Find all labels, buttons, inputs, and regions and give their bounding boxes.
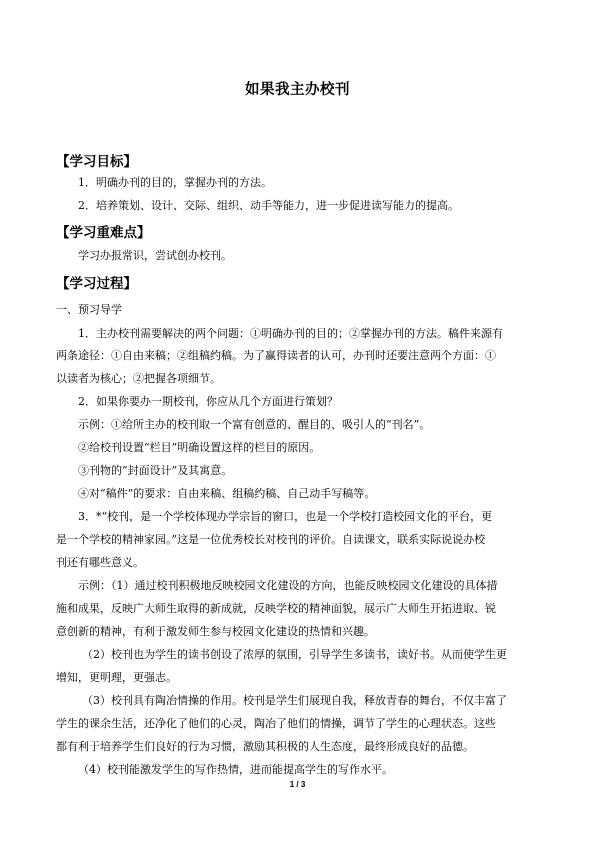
process-line: 都有利于培养学生们良好的行为习惯，激励其积极的人生态度，最终形成良好的品德。 [56,740,474,753]
goal-item-2: 2．培养策划、设计、交际、组织、动手等能力，进一步促进读写能力的提高。 [78,199,459,212]
process-line: 2．如果你要办一期校刊，你应从几个方面进行策划？ [78,395,338,408]
process-line: 一、预习导学 [56,303,122,316]
page-title: 如果我主办校刊 [245,82,350,98]
process-line: （4）校刊能激发学生的写作热情，进而能提高学生的写作水平。 [78,763,393,776]
process-line: 以读者为核心；②把握各项细节。 [56,372,221,385]
process-line: ④对“稿件”的要求：自由来稿、组稿约稿、自己动手写稿等。 [78,487,376,500]
process-line: 增知，更明理，更强志。 [56,671,177,684]
process-line: 示例：①给所主办的校刊取一个富有创意的、醒目的、吸引人的“刊名”。 [78,418,431,431]
section-heading-goals: 【学习目标】 [56,154,137,170]
process-line: 两条途径：①自由来稿；②组稿约稿。为了赢得读者的认可，办刊时还要注意两个方面：① [56,349,496,362]
process-line: 学生的课余生活，还净化了他们的心灵，陶冶了他们的情操，调节了学生的心理状态。这些 [56,717,496,730]
process-line: 是一个学校的精神家园。”这是一位优秀校长对校刊的评价。自读课文，联系实际说说办校 [56,533,486,546]
process-line: 意创新的精神，有利于激发师生参与校园文化建设的热情和兴趣。 [56,625,375,638]
process-line: 刊还有哪些意义。 [56,556,144,569]
key-points-text: 学习办报常识，尝试创办校刊。 [78,249,232,262]
process-line: 施和成果，反映广大师生取得的新成就，反映学校的精神面貌，展示广大师生开拓进取、锐 [56,602,496,615]
section-heading-process: 【学习过程】 [56,276,137,292]
process-line: 3．*“校刊，是一个学校体现办学宗旨的窗口，也是一个学校打造校园文化的平台，更 [78,510,493,523]
process-line: （2）校刊也为学生的读书创设了浓厚的氛围，引导学生多读书，读好书。从而使学生更 [82,648,507,661]
process-line: ②给校刊设置“栏目”明确设置这样的栏目的原因。 [78,441,321,454]
section-heading-key-points: 【学习重难点】 [56,225,151,241]
process-line: 1．主办校刊需要解决的两个问题：①明确办刊的目的；②掌握办刊的方法。稿件来源有 [78,327,503,340]
process-line: 示例：（1）通过校刊积极地反映校园文化建设的方向，也能反映校园文化建设的具体措 [78,579,498,592]
page-number: 1 / 3 [289,780,306,789]
goal-item-1: 1．明确办刊的目的，掌握办刊的方法。 [78,176,272,189]
process-line: ③刊物的“封面设计”及其寓意。 [78,464,233,477]
process-line: （3）校刊具有陶冶情操的作用。校刊是学生们展现自我，释放青春的舞台，不仅丰富了 [82,694,507,707]
